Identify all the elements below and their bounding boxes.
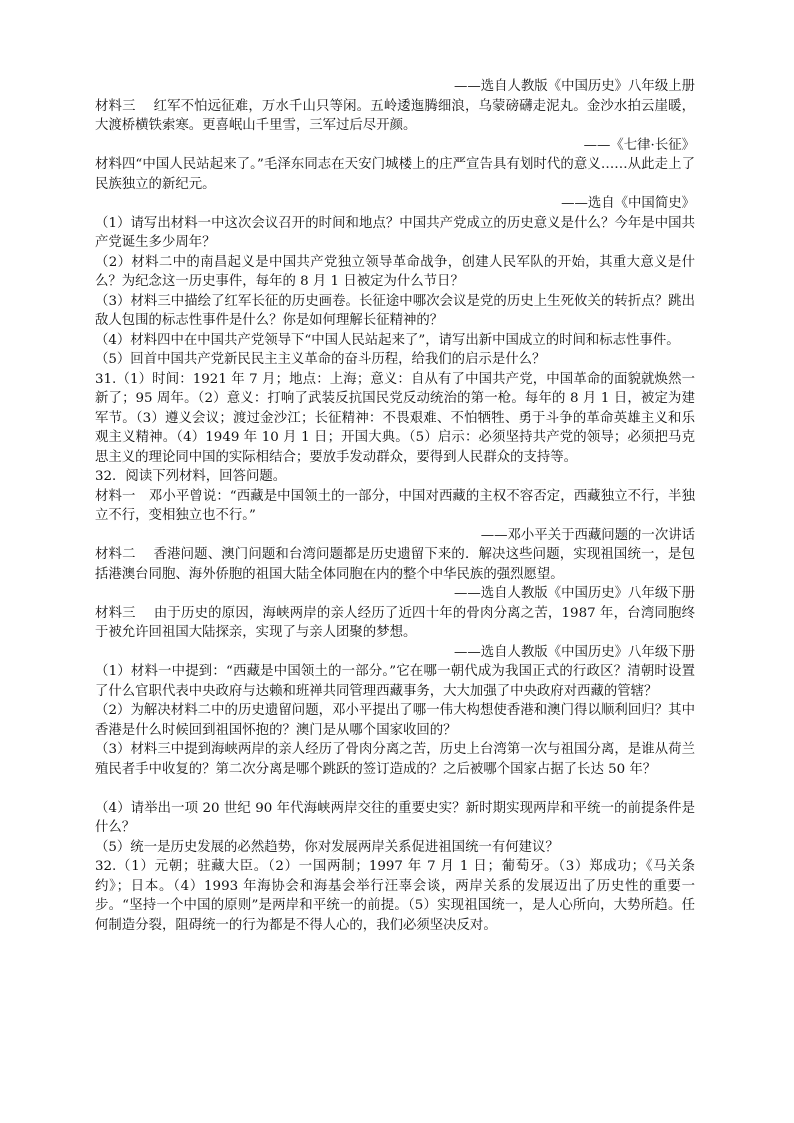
source-citation: ——选自人教版《中国历史》八年级下册 xyxy=(453,644,695,660)
blank-line xyxy=(95,779,695,799)
material-3-text: 材料三 红军不怕远征难，万水千山只等闲。五岭逶迤腾细浪，乌蒙磅礴走泥丸。金沙水拍云崖暖，大渡桥横铁索寒。更喜岷山千里雪，三军过后尽开颜。 xyxy=(95,98,695,133)
question-32-1: （1）材料一中提到：“西藏是中国领土的一部分。”它在哪一朝代成为我国正式的行政区？清朝时设置了什么官职代表中央政府与达赖和班禅共同管理西藏事务，大大加强了中央政府对西藏的管辖？ xyxy=(95,664,695,699)
question-32-3: （3）材料三中提到海峡两岸的亲人经历了骨肉分离之苦，历史上台湾第一次与祖国分离，是谁从荷兰殖民者手中收复的？第二次分离是哪个跳跃的签订造成的？之后被哪个国家占据了长达 50 年？ xyxy=(95,742,695,777)
question-31-1: （1）请写出材料一中这次会议召开的时间和地点？中国共产党成立的历史意义是什么？今年是中国共产党诞生多少周年？ xyxy=(95,215,695,250)
question-31-5: （5）回首中国共产党新民民主主义革命的奋斗历程，给我们的启示是什么？ xyxy=(95,352,546,367)
question-32-5: （5）统一是历史发展的必然趋势，你对发展两岸关系促进祖国统一有何建议？ xyxy=(95,839,559,855)
source-citation: ——选自人教版《中国历史》八年级下册 xyxy=(453,586,695,601)
material-2-text: 材料二 香港问题、澳门问题和台湾问题都是历史遗留下来的．解决这些问题，实现祖国统一，是包括港澳台同胞、海外侨胞的祖国大陆全体同胞在内的整个中华民族的强烈愿望。 xyxy=(95,547,695,582)
question-32-2: （2）为解决材料二中的历史遗留问题，邓小平提出了哪一伟大构想使香港和澳门得以顺利回归？其中香港是什么时候回到祖国怀抱的？澳门是从哪个国家收回的？ xyxy=(95,703,695,738)
document-page xyxy=(95,77,695,935)
question-31-2: （2）材料二中的南昌起义是中国共产党独立领导革命战争，创建人民军队的开始，其重大意义是什么？为纪念这一历史事件，每年的 8 月 1 日被定为什么节日？ xyxy=(95,254,695,289)
material-4-text: 材料四“中国人民站起来了。”毛泽东同志在天安门城楼上的庄严宣告具有划时代的意义……从此走上了民族独立的新纪元。 xyxy=(95,157,695,192)
source-citation: ——选自《中国简史》 xyxy=(561,196,695,211)
question-31-3: （3）材料三中描绘了红军长征的历史画卷。长征途中哪次会议是党的历史上生死攸关的转折点？跳出敌人包围的标志性事件是什么？你是如何理解长征精神的？ xyxy=(95,293,695,328)
answer-31: 31.（1）时间：1921 年 7 月；地点：上海；意义：自从有了中国共产党，中国革命的面貌就焕然一新了；95 周年。（2）意义：打响了武装反抗国民党反动统治的第一枪。每年的 8 月 1 日，被定为建军节。（3）遵义会议；渡过金沙江；长征精神：不畏艰难、不怕牺牲、勇于斗争的革命英雄主义和乐观主义精神。（4）1949 年 10 月 1 日；开国大典。（5）启示：必须坚持共产党的领导；必须把马克思主义的理论同中国的实际相结合；要放手发动群众，要得到人民群众的支持等。 xyxy=(95,371,695,465)
question-32-intro: 32．阅读下列材料，回答问题。 xyxy=(95,469,287,484)
answer-32: 32.（1）元朝；驻藏大臣。（2）一国两制；1997 年 7 月 1 日；葡萄牙。（3）郑成功；《马关条约》；日本。（4）1993 年海协会和海基会举行汪辜会谈，两岸关系的发展迈出了历史性的重要一步。“坚持一个中国的原则”是两岸和平统一的前提。（5）实现祖国统一，是人心所向，大势所趋。任何制造分裂，阻碍统一的行为都是不得人心的，我们必须坚决反对。 xyxy=(95,859,695,933)
material-1-text: 材料一 邓小平曾说：“西藏是中国领土的一部分，中国对西藏的主权不容否定，西藏独立不行，半独立不行，变相独立也不行。” xyxy=(95,488,695,523)
question-32-4: （4）请举出一项 20 世纪 90 年代海峡两岸交往的重要史实？新时期实现两岸和平统一的前提条件是什么？ xyxy=(95,800,695,835)
source-citation: ——选自人教版《中国历史》八年级上册 xyxy=(453,79,695,94)
material-3b-text: 材料三 由于历史的原因，海峡两岸的亲人经历了近四十年的骨肉分离之苦，1987 年，台湾同胞终于被允许回祖国大陆探亲，实现了与亲人团聚的梦想。 xyxy=(95,605,695,640)
source-citation: ——《七律·长征》 xyxy=(583,137,695,153)
source-citation: ——邓小平关于西藏问题的一次讲话 xyxy=(480,527,695,543)
question-31-4: （4）材料四中在中国共产党领导下“中国人民站起来了”，请写出新中国成立的时间和标志性事件。 xyxy=(95,332,680,348)
